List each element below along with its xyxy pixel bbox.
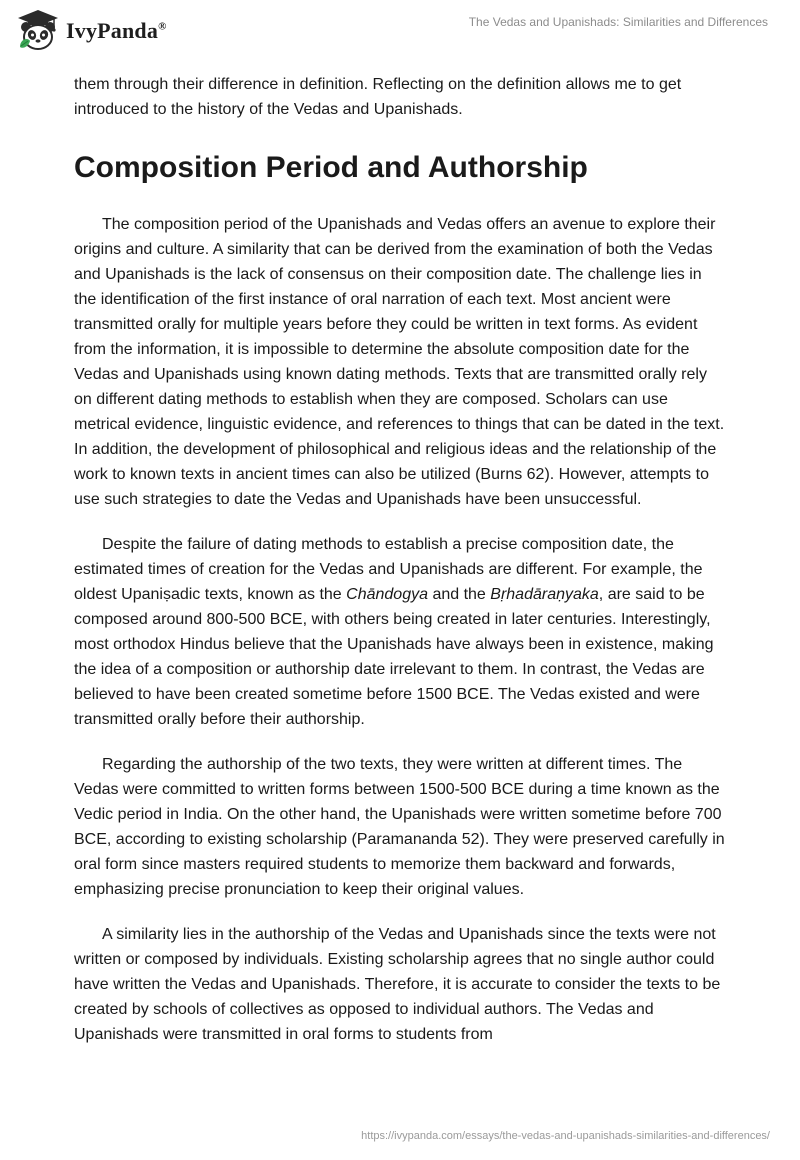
- chandogya-title: Chāndogya: [346, 586, 428, 603]
- panda-graduate-icon: [14, 7, 62, 55]
- essay-body: [74, 72, 726, 1067]
- paragraph-3: Regarding the authorship of the two texts, they were written at different times. The Vedas were committed to written forms between 1500-500 BCE during a time known as the Vedic period in India. On the other hand, the Upanishads were written sometime before 700 BCE, according to existing scholarship (Paramananda 52). They were preserved carefully in oral form since masters required students to memorize them backward and forwards, emphasizing precise pronunciation to keep their original values.: [74, 756, 725, 898]
- document-title: The Vedas and Upanishads: Similarities and Differences: [468, 15, 768, 29]
- logo-wordmark: IvyPanda®: [66, 18, 167, 43]
- paragraph-4: A similarity lies in the authorship of the Vedas and Upanishads since the texts were not written or composed by individuals. Existing scholarship agrees that no single author could have written the Vedas and Upanishads. Therefore, it is accurate to consider the texts to be created by schools of collectives as opposed to individual authors. The Vedas and Upanishads were transmitted in oral forms to students from: [74, 926, 721, 1043]
- section-heading: Composition Period and Authorship: [74, 151, 588, 184]
- paragraph-1: The composition period of the Upanishads and Vedas offers an avenue to explore their origins and culture. A similarity that can be derived from the examination of both the Vedas and Upanishads is the lack of consensus on their composition date. The challenge lies in the identification of the first instance of oral narration of each text. Most ancient were transmitted orally for multiple years before they could be written in text forms. As evident from the information, it is impossible to determine the absolute composition date for the Vedas and Upanishads using known dating methods. Texts that are transmitted orally rely on different dating methods to establish when they are composed. Scholars can use metrical evidence, linguistic evidence, and references to things that can be dated in the text. In addition, the development of philosophical and religious ideas and the relationship of the work to known texts in ancient times can also be utilized (Burns 62). However, attempts to use such strategies to date the Vedas and Upanishads have been unsuccessful.: [74, 216, 725, 508]
- ivypanda-logo[interactable]: [14, 7, 167, 55]
- source-url[interactable]: https://ivypanda.com/essays/the-vedas-and-upanishads-similarities-and-differences/: [361, 1130, 770, 1142]
- intro-paragraph: them through their difference in definition. Reflecting on the definition allows me to get introduced to the history of the Vedas and Upanishads.: [74, 76, 682, 118]
- page-header: [0, 0, 800, 60]
- paragraph-2: Despite the failure of dating methods to establish a precise composition date, the estimated times of creation for the Vedas and Upanishads are different. For example, the oldest Upaniṣadic texts, known as the Chāndogya and the Bṛhadāraṇyaka, are said to be composed around 800-500 BCE, with others being created in later centuries. Interestingly, most orthodox Hindus believe that the Upanishads have always been in existence, making the idea of a composition or authorship date irrelevant to them. In contrast, the Vedas are believed to have been created sometime before 1500 BCE. The Vedas existed and were transmitted orally before their authorship.: [74, 536, 714, 728]
- brhadaranyaka-title: Bṛhadāraṇyaka: [490, 586, 599, 603]
